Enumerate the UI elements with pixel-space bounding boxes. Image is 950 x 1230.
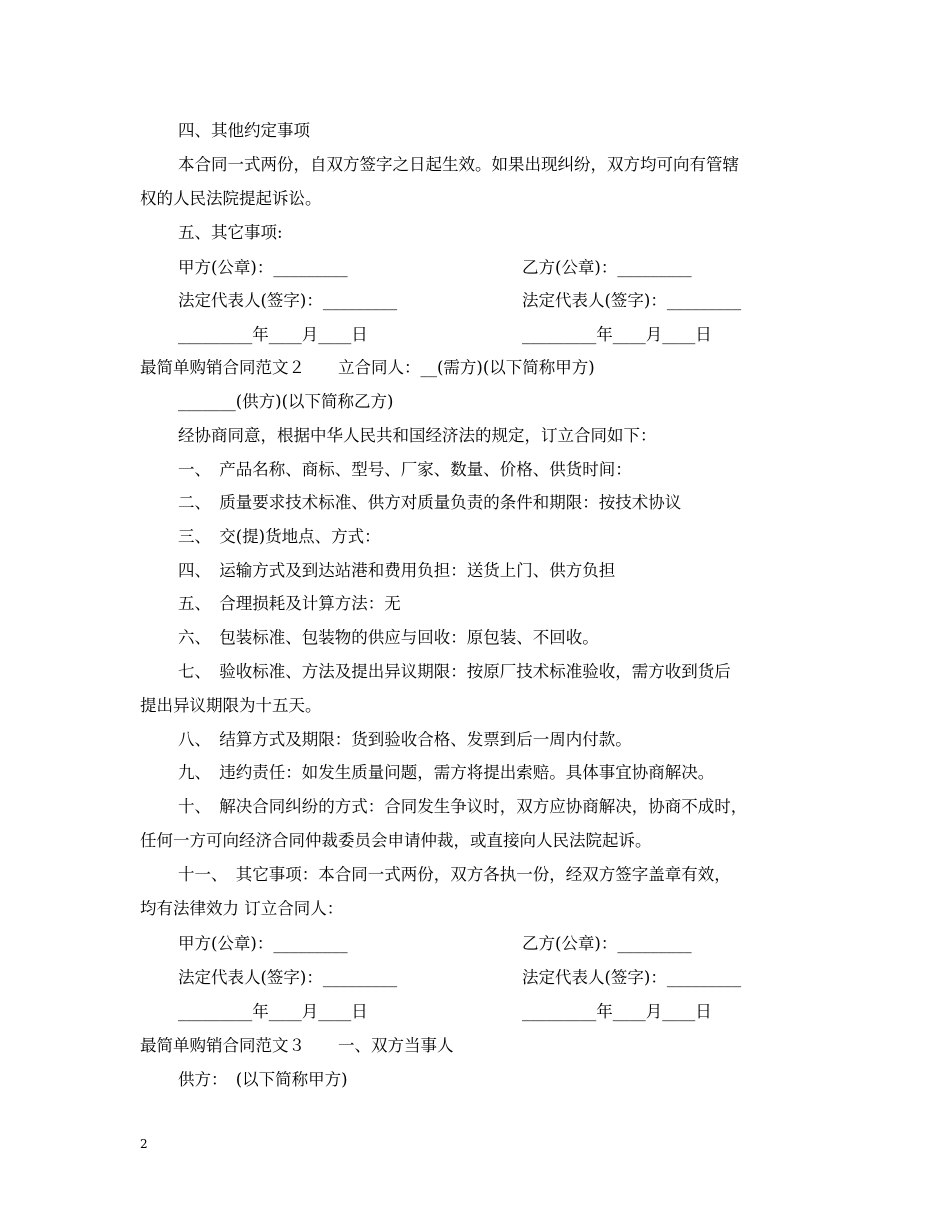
party-a-seal-field: 甲方(公章)：_________ xyxy=(178,934,348,953)
party-b-date-field: _________年____月____日 xyxy=(522,1002,712,1021)
party-b-seal-field: 乙方(公章)：_________ xyxy=(522,258,692,277)
paragraph-line: 供方： (以下简称甲方) xyxy=(178,1070,348,1089)
clause-line: 十、 解决合同纠纷的方式：合同发生争议时，双方应协商解决，协商不成时， xyxy=(178,797,748,816)
clause-line: 六、 包装标准、包装物的供应与回收：原包装、不回收。 xyxy=(178,628,599,647)
party-a-date-field: _________年____月____日 xyxy=(178,325,368,344)
party-b-rep-field: 法定代表人(签字)：_________ xyxy=(522,291,742,310)
document-title: 最简单购销合同范文２ 立合同人：__(需方)(以下简称甲方) xyxy=(140,358,595,377)
section-heading: 四、其他约定事项 xyxy=(178,121,310,140)
clause-line: 四、 运输方式及到达站港和费用负担：送货上门、供方负担 xyxy=(178,561,616,580)
party-b-date-field: _________年____月____日 xyxy=(522,325,712,344)
document-title: 最简单购销合同范文３ 一、双方当事人 xyxy=(140,1036,454,1055)
party-b-rep-field: 法定代表人(签字)：_________ xyxy=(522,968,742,987)
clause-line: 三、 交(提)货地点、方式： xyxy=(178,527,381,546)
party-a-rep-field: 法定代表人(签字)：_________ xyxy=(178,968,398,987)
party-a-rep-field: 法定代表人(签字)：_________ xyxy=(178,291,398,310)
clause-line: 均有法律效力 订立合同人： xyxy=(140,899,344,918)
clause-line: 七、 验收标准、方法及提出异议期限：按原厂技术标准验收，需方收到货后 xyxy=(178,662,731,681)
paragraph-line: 本合同一式两份，自双方签字之日起生效。如果出现纠纷，双方均可向有管辖 xyxy=(178,155,739,174)
clause-line: 一、 产品名称、商标、型号、厂家、数量、价格、供货时间： xyxy=(178,460,632,479)
party-a-seal-field: 甲方(公章)：_________ xyxy=(178,258,348,277)
clause-line: 五、 合理损耗及计算方法：无 xyxy=(178,594,401,613)
clause-line: 十一、 其它事项：本合同一式两份，双方各执一份，经双方签字盖章有效， xyxy=(178,865,731,884)
paragraph-line: 权的人民法院提起诉讼。 xyxy=(140,189,322,208)
party-b-seal-field: 乙方(公章)：_________ xyxy=(522,934,692,953)
clause-line: 提出异议期限为十五天。 xyxy=(140,696,322,715)
paragraph-line: 经协商同意，根据中华人民共和国经济法的规定，订立合同如下： xyxy=(178,426,657,445)
paragraph-line: _______(供方)(以下简称乙方) xyxy=(178,392,394,411)
page-number: 2 xyxy=(140,1137,148,1151)
party-a-date-field: _________年____月____日 xyxy=(178,1002,368,1021)
clause-line: 二、 质量要求技术标准、供方对质量负责的条件和期限：按技术协议 xyxy=(178,493,682,512)
clause-line: 八、 结算方式及期限：货到验收合格、发票到后一周内付款。 xyxy=(178,730,632,749)
clause-line: 任何一方可向经济合同仲裁委员会申请仲裁，或直接向人民法院起诉。 xyxy=(140,831,652,850)
section-heading: 五、其它事项: xyxy=(178,223,283,242)
clause-line: 九、 违约责任：如发生质量问题，需方将提出索赔。具体事宜协商解决。 xyxy=(178,763,715,782)
